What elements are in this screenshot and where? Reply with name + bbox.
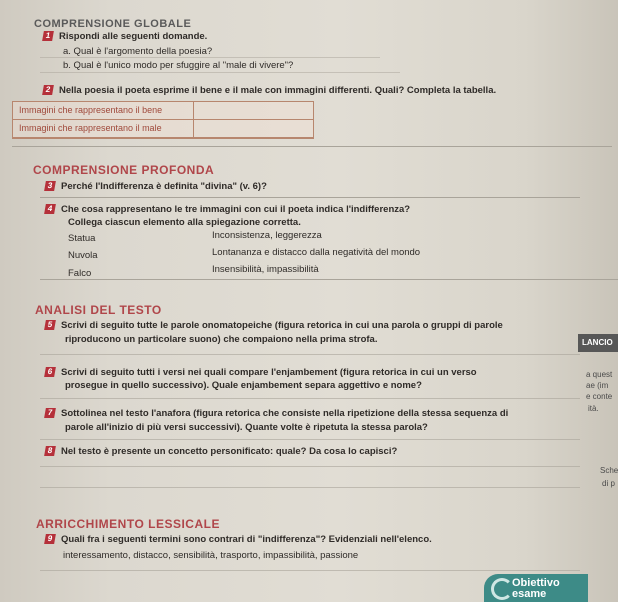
question-text: Scrivi di seguito tutte le parole onomatopeiche (figura retorica in cui una parola o gruppi di parole	[61, 320, 503, 331]
question-6-line2: prosegue in quello successivo). Quale enjambement separa aggettivo e nome?	[65, 380, 422, 391]
question-7	[45, 408, 508, 419]
divider	[40, 439, 580, 440]
side-fragment: Sche	[600, 466, 618, 475]
objective-badge-label	[512, 578, 560, 600]
side-fragment: di p	[602, 479, 615, 488]
match-left-item: Statua	[68, 233, 96, 244]
side-fragment: ità.	[588, 404, 599, 413]
question-5	[45, 320, 503, 331]
section-heading-globale: COMPRENSIONE GLOBALE	[34, 18, 192, 30]
question-4-line2: Collega ciascun elemento alla spiegazione corretta.	[68, 217, 301, 228]
badge-line-1: Obiettivo	[512, 577, 560, 589]
divider	[40, 487, 580, 488]
section-heading-arricchimento: ARRICCHIMENTO LESSICALE	[36, 517, 220, 531]
divider	[40, 57, 380, 58]
question-6	[45, 367, 477, 378]
question-9-terms: interessamento, distacco, sensibilità, trasporto, impassibilità, passione	[63, 550, 359, 561]
question-text: Che cosa rappresentano le tre immagini con cui il poeta indica l'indifferenza?	[61, 204, 411, 215]
divider	[40, 354, 580, 355]
question-2	[43, 85, 496, 96]
question-3	[45, 181, 267, 192]
table-row: Immagini che rappresentano il male	[13, 120, 313, 138]
question-number: 6	[44, 367, 56, 377]
section-heading-analisi: ANALISI DEL TESTO	[35, 303, 162, 317]
question-text: Nella poesia il poeta esprime il bene e il male con immagini differenti. Quali? Completa la tabella.	[59, 85, 497, 96]
question-number: 8	[44, 446, 56, 456]
side-fragment: a quest	[586, 370, 613, 379]
match-left-item: Falco	[68, 268, 92, 279]
side-fragment: e conte	[586, 392, 613, 401]
side-tab: LANCIO	[578, 334, 618, 352]
divider	[40, 466, 580, 467]
question-text: Quali fra i seguenti termini sono contrari di "indifferenza"? Evidenziali nell'elenco.	[61, 534, 432, 545]
question-text: Scrivi di seguito tutti i versi nei quali compare l'enjambement (figura retorica in cui un verso	[61, 367, 477, 378]
divider	[40, 279, 618, 280]
question-number: 7	[44, 408, 56, 418]
badge-line-2: esame	[512, 588, 547, 600]
match-right-item: Inconsistenza, leggerezza	[212, 230, 322, 241]
question-number: 1	[42, 31, 54, 41]
question-number: 2	[42, 85, 54, 95]
question-number: 9	[44, 534, 56, 544]
divider	[12, 146, 612, 147]
divider	[40, 398, 580, 399]
section-heading-profonda: COMPRENSIONE PROFONDA	[33, 163, 215, 177]
table-divider	[193, 102, 194, 138]
target-icon	[491, 578, 513, 600]
image-table	[12, 101, 314, 139]
question-5-line2: riproducono un particolare suono) che compaiono nella prima strofa.	[65, 334, 378, 345]
question-9	[45, 534, 432, 545]
question-text: Perché l'Indifferenza è definita "divina" (v. 6)?	[61, 181, 267, 192]
question-1b: b. Qual è l'unico modo per sfuggire al "male di vivere"?	[63, 60, 294, 71]
question-4	[45, 204, 410, 215]
question-text: Sottolinea nel testo l'anafora (figura retorica che consiste nella ripetizione della stessa sequenza di	[61, 408, 509, 419]
question-number: 4	[44, 204, 56, 214]
question-number: 3	[44, 181, 56, 191]
question-number: 5	[44, 320, 56, 330]
question-7-line2: parole all'inizio di più versi successivi). Quante volte è ripetuta la stessa parola?	[65, 422, 428, 433]
question-1a: a. Qual è l'argomento della poesia?	[63, 46, 213, 57]
divider	[40, 72, 400, 73]
table-row: Immagini che rappresentano il bene	[13, 102, 313, 120]
question-1	[43, 31, 207, 42]
question-text: Rispondi alle seguenti domande.	[59, 31, 208, 42]
question-8	[45, 446, 397, 457]
divider	[40, 570, 580, 571]
side-fragment: ae (im	[586, 381, 609, 390]
divider	[40, 197, 580, 198]
question-text: Nel testo è presente un concetto personificato: quale? Da cosa lo capisci?	[61, 446, 398, 457]
match-right-item: Insensibilità, impassibilità	[212, 264, 319, 275]
match-left-item: Nuvola	[68, 250, 98, 261]
match-right-item: Lontananza e distacco dalla negatività del mondo	[212, 247, 421, 258]
